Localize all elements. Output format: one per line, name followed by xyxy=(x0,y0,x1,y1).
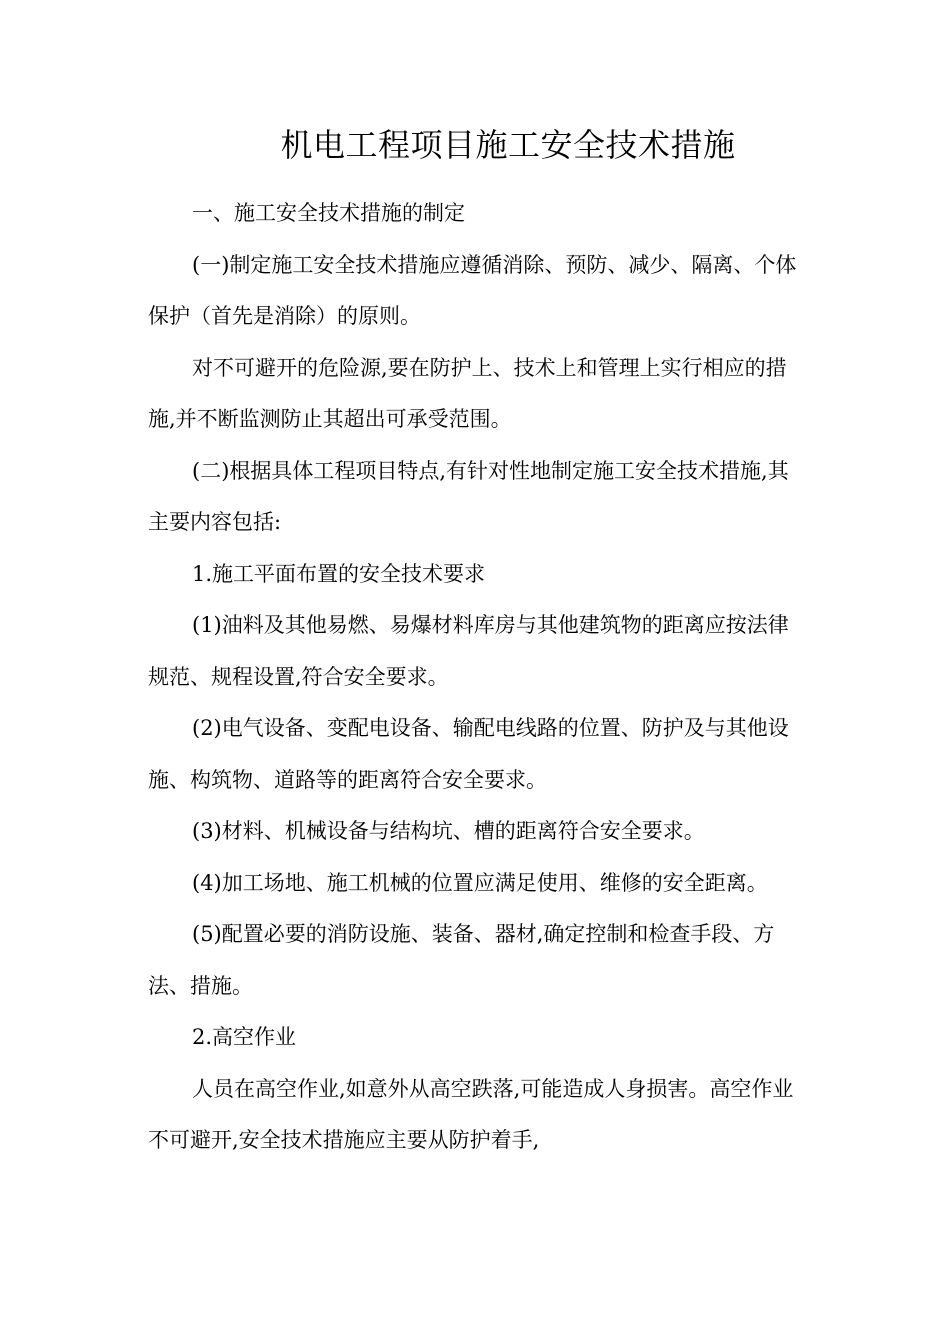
paragraph: (一)制定施工安全技术措施应遵循消除、预防、减少、隔离、个体保护（首先是消除）的原则。 xyxy=(148,252,797,328)
list-item: (1)油料及其他易燃、易爆材料库房与其他建筑物的距离应按法律规范、规程设置,符合安全要求。 xyxy=(148,613,789,689)
list-item: (3)材料、机械设备与结构坑、槽的距离符合安全要求。 xyxy=(192,819,705,843)
paragraph: 对不可避开的危险源,要在防护上、技术上和管理上实行相应的措施,并不断监测防止其超出可承受范围。 xyxy=(148,355,787,431)
list-item: (4)加工场地、施工机械的位置应满足使用、维修的安全距离。 xyxy=(192,870,768,895)
paragraph: 人员在高空作业,如意外从高空跌落,可能造成人身损害。高空作业不可避开,安全技术措施应主要从防护着手, xyxy=(148,1076,794,1152)
section-heading: 一、施工安全技术措施的制定 xyxy=(192,201,465,225)
subsection-heading: 1.施工平面布置的安全技术要求 xyxy=(192,561,486,586)
list-item: (5)配置必要的消防设施、装备、器材,确定控制和检查手段、方法、措施。 xyxy=(148,922,775,998)
paragraph: (二)根据具体工程项目特点,有针对性地制定施工安全技术措施,其主要内容包括: xyxy=(148,458,789,534)
document-title: 机电工程项目施工安全技术措施 xyxy=(280,126,736,164)
list-item: (2)电气设备、变配电设备、输配电线路的位置、防护及与其他设施、构筑物、道路等的距离符合安全要求。 xyxy=(148,716,789,792)
subsection-heading: 2.高空作业 xyxy=(192,1025,297,1049)
document-body xyxy=(148,188,808,1167)
